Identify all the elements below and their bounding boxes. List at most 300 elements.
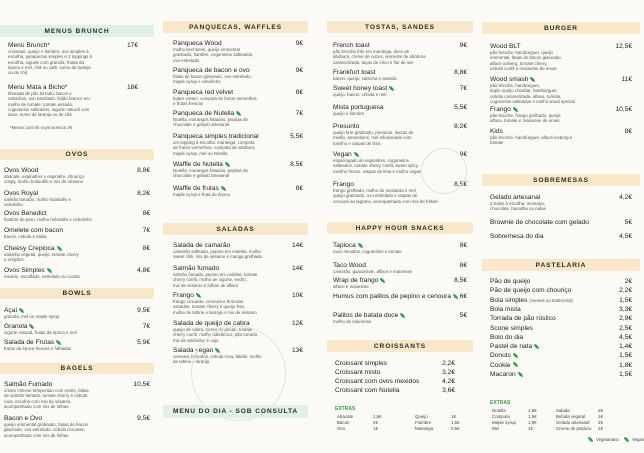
burger-item-row xyxy=(490,43,632,50)
bowls-item xyxy=(4,339,150,351)
ovos-item-description: salsicha vegetal, queijo, tomate cherry xyxy=(4,252,79,257)
pastelaria-item-name xyxy=(490,325,533,332)
brunch-item-description: escolha, panquecas simples e 2 toppings à xyxy=(8,54,92,60)
pastelaria-item xyxy=(490,315,632,322)
panquecas-item-description: Nutella, morangos fatiados, pepitas de xyxy=(173,117,248,122)
saladas-item-description: mix de amêndoa e caju xyxy=(173,337,219,343)
ovos-item-name xyxy=(4,227,63,234)
tostas-item-row xyxy=(333,42,467,49)
bagels-item xyxy=(4,415,150,438)
burger-item-name-text: Frango xyxy=(490,106,511,113)
saladas-item-description: frango crocante, cenoura e brócolos xyxy=(173,299,244,304)
burger-item xyxy=(490,106,632,124)
pastelaria-item xyxy=(490,343,632,350)
saladas-item-name xyxy=(173,292,201,299)
bagels-item-row xyxy=(4,415,150,422)
ovos-item-name xyxy=(4,167,38,174)
tostas-item-description: queijo e fiambre xyxy=(333,111,365,116)
bowls-item-name xyxy=(4,339,61,346)
pastelaria-item xyxy=(490,371,632,378)
ovos-item-description: cebolinho xyxy=(4,202,23,208)
happy-item xyxy=(333,293,467,300)
happy-item-price: 6€ xyxy=(459,293,467,300)
brunch-item-description: ou de chá xyxy=(8,70,28,76)
panquecas-item-name xyxy=(173,89,233,96)
burger-item-description: alface iceberg, tomate cherry, xyxy=(490,60,548,66)
saladas-item-description: camarão salteado, pepino em rodelas, molho xyxy=(173,249,261,254)
pastelaria-item-price: 1,5€ xyxy=(619,371,632,378)
tostas-item xyxy=(333,85,467,97)
panquecas-item-row xyxy=(173,110,303,117)
bowls-item xyxy=(4,307,150,319)
tostas-item-name xyxy=(333,69,376,76)
tostas-item-description: pão brioche frito em manteiga, doce de xyxy=(333,49,410,54)
happy-item-price: 8€ xyxy=(459,242,467,249)
saladas-item-description: de tahine e laranja xyxy=(173,359,210,365)
panquecas-item-name xyxy=(173,133,259,140)
panquecas-item-description: Nutella, morangos fatiados, pepitas de xyxy=(173,168,248,173)
bowls-item-row xyxy=(4,307,150,314)
vegetarian-leaf-icon xyxy=(530,77,535,82)
panquecas-item-name-text: Panqueca de bacon e ovo xyxy=(173,67,250,74)
happy-item-price: 8,5€ xyxy=(454,277,467,284)
ovos-item-name xyxy=(4,210,47,217)
sobremesas-item-price: 4,5€ xyxy=(619,233,632,240)
bagels-item-price: 10,5€ xyxy=(133,381,150,388)
happy-item-description: molho de maionese xyxy=(333,319,372,324)
pastelaria-item-name-text: Torrada de pão rústico xyxy=(490,315,556,323)
bowls-item-name xyxy=(4,323,34,330)
saladas-item-description: cherry confit, molho balsâmico, pão torrado xyxy=(173,332,258,338)
brunch-item-description: salsichas, ovo estrelado, feijão branco em xyxy=(8,96,90,102)
panquecas-item-description: um topping à escolha: manteiga, compota xyxy=(173,140,255,145)
pastelaria-item-price: 3,3€ xyxy=(619,305,632,313)
burger-item xyxy=(490,128,632,146)
panquecas-item xyxy=(173,185,303,197)
bagels-item-name-text: Salmão Fumado xyxy=(4,381,53,388)
sobremesas-item xyxy=(490,194,632,212)
burger-item-name xyxy=(490,43,521,50)
happy-item-row xyxy=(333,262,467,269)
panquecas-item-description: de frutos vermelhos, compota de abóbora, xyxy=(173,145,256,151)
ovos-item-name-text: Ovos Simples xyxy=(4,267,45,274)
section-header-pastelaria: PASTELARIA xyxy=(482,259,640,271)
panquecas-item-description: chocolate e gelado artesanal xyxy=(173,122,230,128)
ovos-item-price: 4,8€ xyxy=(137,267,150,274)
ovos-item-price: 8€ xyxy=(142,210,150,217)
pastelaria-item-name-text: Bola mista xyxy=(490,305,521,313)
brunch-item-price: 18€ xyxy=(126,84,138,91)
happy-item-name-text: Wrap de frango xyxy=(333,277,379,284)
sobremesas-item-description: 2 bolas à escolha: morango, xyxy=(490,201,546,206)
panquecas-item-row xyxy=(173,133,303,140)
panquecas-item-row xyxy=(173,89,303,96)
pastelaria-item-price: 4,5€ xyxy=(619,333,632,341)
bagels-item-name xyxy=(4,381,52,388)
section-header-bagels: BAGELS xyxy=(0,363,154,374)
burger-item-row xyxy=(490,76,632,83)
ovos-item xyxy=(4,245,150,263)
pastelaria-item-price: 2€ xyxy=(624,278,632,285)
happy-item-name xyxy=(333,277,385,284)
ovos-item xyxy=(4,267,150,279)
brunch-item-description: cogumelos salteados, iogurte natural com xyxy=(8,106,90,112)
pastelaria-item xyxy=(490,352,632,359)
bowls-item-name xyxy=(4,307,24,314)
section-header-saladas: SALADAS xyxy=(163,223,308,235)
tostas-item-name-text: Frango xyxy=(333,181,354,188)
saladas-item-name xyxy=(173,242,230,249)
pastelaria-extra-name: Mel xyxy=(492,426,500,431)
panquecas-item-description: chocolate e gelado artesanal xyxy=(173,173,230,179)
pastelaria-item-name xyxy=(490,315,556,322)
tostas-item-description: frango grelhado, molho de mostarda e mel, xyxy=(333,188,417,193)
panquecas-item-price: 8€ xyxy=(295,185,303,192)
tostas-item-name-text: Mista portuguesa xyxy=(333,104,384,111)
pastelaria-extra-name: Compota xyxy=(492,414,510,419)
pastelaria-extra-price: 1,9€ xyxy=(528,420,537,425)
legend-vegetarian: Vegetariano xyxy=(596,437,619,442)
vegetarian-leaf-icon xyxy=(354,152,359,157)
pastelaria-item-name-text: Donuts xyxy=(490,352,511,360)
bagels-item-description: roxa, escolha com mix de sésamo, xyxy=(4,398,72,404)
tostas-item-name-text: Sweet honey toast xyxy=(333,85,388,92)
panquecas-item-name xyxy=(173,40,222,47)
tostas-item-description: caramelizada, taças de côco e flor de sal xyxy=(333,59,413,65)
panquecas-item-name xyxy=(173,185,226,192)
panquecas-item-price: 5,5€ xyxy=(290,133,303,140)
panquecas-item-description: e frutas frescas xyxy=(173,101,204,107)
saladas-item-name-text: Frango xyxy=(173,292,194,299)
ovos-item-price: 8€ xyxy=(142,245,150,252)
pastelaria-item xyxy=(490,306,632,313)
saladas-item xyxy=(173,242,303,260)
pastelaria-item-name-text: Cookie xyxy=(490,361,511,369)
vegetarian-leaf-icon xyxy=(56,340,61,345)
bowls-item xyxy=(4,323,150,335)
ovos-item-name-text: Ovos Wood xyxy=(4,167,39,174)
pastelaria-item-name-text: Pastel de nata xyxy=(490,343,533,351)
burger-item-name-text: Wood smash xyxy=(490,76,529,83)
burger-item-price: 12,5€ xyxy=(615,43,632,50)
vegetarian-leaf-icon xyxy=(236,111,241,116)
pastelaria-extra-name: Maple syrup xyxy=(492,420,516,425)
vegetarian-leaf-icon xyxy=(221,186,226,191)
burger-item-name-text: Wood BLT xyxy=(490,43,521,50)
happy-item-name-text: Humus com palitos de pepino e cenoura xyxy=(333,293,452,300)
tostas-item xyxy=(333,104,467,116)
tostas-item-name-text: French toast xyxy=(333,42,370,49)
ovos-item-name-text: Ovos Royal xyxy=(4,190,39,197)
bowls-item-price: 9,5€ xyxy=(137,307,150,314)
ovos-item-price: 8,2€ xyxy=(137,190,150,197)
bagels-item-description: glaceado, ovo estrelado, cebola crocante, xyxy=(4,427,86,433)
panquecas-item-description: gratinado, fiambre, cogumelos salteados, xyxy=(173,52,254,58)
pastelaria-item-name-text: Scone simples xyxy=(490,324,533,332)
croissant-item-price: 2,2€ xyxy=(442,360,455,367)
ovos-item-row xyxy=(4,245,150,252)
vegetarian-leaf-icon xyxy=(196,293,201,298)
croissant-item-price: 3,6€ xyxy=(442,387,455,394)
ovos-item-name xyxy=(4,190,38,197)
vegetarian-leaf-icon xyxy=(57,246,62,251)
tostas-item-description: esparregado de espinafres, cogumelos xyxy=(333,158,409,163)
pastelaria-item xyxy=(490,297,632,304)
croissant-item-name: Croissant simples xyxy=(335,360,388,367)
brunch-item-description: escolha, iogurte com granola, frutas da xyxy=(8,59,84,65)
saladas-item xyxy=(173,265,303,288)
ovos-item-row xyxy=(4,267,150,274)
sobremesas-item-name xyxy=(490,194,540,201)
bowls-item-description: granola, mel ou maple syrup xyxy=(4,314,60,319)
ovos-item-name xyxy=(4,245,62,252)
vegetarian-leaf-icon xyxy=(225,162,230,167)
panquecas-item-name-text: Panqueca red velvet xyxy=(173,89,234,96)
saladas-item-name-text: Salada de camarão xyxy=(173,242,231,249)
croissant-extra-name: Fiambre xyxy=(415,420,432,425)
tostas-item-price: 8,2€ xyxy=(454,123,467,130)
panquecas-item-description: ovo estrelado xyxy=(173,57,200,63)
burger-item-price: 8€ xyxy=(624,128,632,135)
pastelaria-item-name xyxy=(490,352,518,359)
burger-item-description: emmental, fatias de bacon glaceado, xyxy=(490,55,562,61)
sobremesas-item-description: chocolate, baunilha ou natas xyxy=(490,206,546,212)
pastelaria-item-name xyxy=(490,371,523,378)
ovos-item-name-text: Omelete com bacon xyxy=(4,227,64,234)
happy-item xyxy=(333,262,467,274)
burger-item-price: 10,5€ xyxy=(615,106,632,113)
pastelaria-item-price: 2,9€ xyxy=(619,315,632,323)
saladas-item-name xyxy=(173,265,219,272)
burger-item-name xyxy=(490,106,518,113)
column-1 xyxy=(0,0,154,453)
panquecas-item-description: maple syrup e cebolinho xyxy=(173,79,221,85)
croissant-extra-price: 1,5€ xyxy=(451,420,460,425)
happy-item-row xyxy=(333,293,467,300)
pastelaria-item-price: 2,2€ xyxy=(619,287,632,295)
column-2 xyxy=(163,0,308,453)
croissant-extra-name: Ovo xyxy=(337,426,346,431)
pastelaria-extra-price: 2€ xyxy=(598,426,603,431)
saladas-item-name-text: Salmão fumado xyxy=(173,265,220,272)
pastelaria-item-name xyxy=(490,287,571,294)
happy-item-name xyxy=(333,262,366,269)
panquecas-item-description: butter cream, compota de frutos vermelhos xyxy=(173,96,257,101)
pastelaria-item-name xyxy=(490,362,518,369)
croissant-extra-price: 1,8€ xyxy=(373,414,382,419)
croissant-item-name: Croissant com Nutella xyxy=(335,387,400,394)
burger-item-name xyxy=(490,128,503,135)
happy-item-name xyxy=(333,293,458,300)
happy-item-description: alface e maionese xyxy=(333,284,369,289)
brunch-item-description: tiborada de pão torrado, bacon e xyxy=(8,91,72,96)
pastelaria-item-name-text: Pão de queijo com chouriço xyxy=(490,287,572,295)
brunch-item xyxy=(8,42,138,75)
pastelaria-item-price: 1,5€ xyxy=(619,352,632,360)
ovos-item xyxy=(4,210,150,222)
bagels-item-row xyxy=(4,381,150,388)
ovos-item-row xyxy=(4,210,150,217)
vegetarian-leaf-icon xyxy=(513,353,518,358)
burger-item-description: pão brioche, frango grelhado, queijo, xyxy=(490,113,562,118)
panquecas-item-price: 8€ xyxy=(295,89,303,96)
tostas-item-name-text: Vegan xyxy=(333,151,352,158)
ovos-item-price: 8,8€ xyxy=(137,167,150,174)
bagels-item xyxy=(4,381,150,409)
burger-item-description: pão brioche, hambúrguer, xyxy=(490,83,541,88)
vegetarian-leaf-icon xyxy=(380,278,385,283)
panquecas-item-name-text: Panqueca de Nutella xyxy=(173,110,235,117)
bowls-item-name-text: Salada de Frutas xyxy=(4,339,55,346)
pastelaria-item-name xyxy=(490,334,523,341)
happy-item-name-text: Palitos de batata doce xyxy=(333,312,399,319)
brunch-item-name-text: Menu Brunch* xyxy=(8,42,50,49)
croissant-item-price: 4,2€ xyxy=(442,378,455,385)
pastelaria-extra-name: Salada xyxy=(556,408,570,413)
croissant-extra-name: Manteiga xyxy=(415,426,434,431)
croissant-extra-name: Abacate xyxy=(337,414,354,419)
bowls-item-name-text: Granola xyxy=(4,323,28,330)
ovos-item-description: mexido, escalfado, estrelado ou cozido xyxy=(4,274,80,279)
tostas-item-price: 8,5€ xyxy=(454,181,467,188)
happy-item-name-text: Tapioca xyxy=(333,242,356,249)
pastelaria-item xyxy=(490,278,632,285)
panquecas-item-row xyxy=(173,40,303,47)
croissant-item xyxy=(335,378,455,385)
happy-item-name xyxy=(333,312,405,319)
saladas-item-description: sweet chili, mix de sésamo e manga grelhada xyxy=(173,254,262,260)
panquecas-item xyxy=(173,161,303,179)
section-header-brunch: MENUS BRUNCH xyxy=(0,25,154,37)
pastelaria-item-price: 2,5€ xyxy=(619,324,632,332)
croissant-item xyxy=(335,369,455,376)
bagels-item-price: 9,5€ xyxy=(137,415,150,422)
burger-item-description: cogumelos salteados e molho wood special xyxy=(490,98,575,104)
saladas-item-price: 12€ xyxy=(291,320,303,327)
pastelaria-item-price: 1,5€ xyxy=(619,296,632,304)
croissant-extra-price: 0,5€ xyxy=(451,426,460,431)
burger-item-row xyxy=(490,106,632,113)
ovos-item-description: crispy, molho holandês e mix de sésamo xyxy=(4,179,83,185)
menu-do-dia-banner: MENU DO DIA - SOB CONSULTA xyxy=(163,405,308,418)
vegetarian-leaf-icon xyxy=(513,362,518,367)
bowls-item-row xyxy=(4,339,150,346)
panquecas-item-name xyxy=(173,110,241,117)
pastelaria-item xyxy=(490,362,632,369)
burger-item-name-text: Kids xyxy=(490,128,503,135)
burger-item-description: tomate xyxy=(490,140,504,146)
tostas-item-description: abóbora, creme de nozes, semente de abóbora xyxy=(333,54,426,60)
tostas-item-description: salteados, tomate cherry confit, sweet spicy, xyxy=(333,163,419,169)
tostas-item-price: 9€ xyxy=(459,151,467,158)
burger-item-price: 11€ xyxy=(621,76,632,83)
vegetarian-leaf-icon xyxy=(534,344,539,349)
brunch-item-description: doce, sumo de laranja ou de chá xyxy=(8,112,72,118)
croissant-extra-price: 1€ xyxy=(373,426,378,431)
bagels-item-description: acompanhado com mix de folhas xyxy=(4,403,69,409)
saladas-item-description: assados, tomate cherry e queijo feta, xyxy=(173,304,245,310)
bagels-item-name xyxy=(4,415,42,422)
ovos-item xyxy=(4,190,150,208)
section-header-panquecas: PANQUECAS, WAFFLES xyxy=(163,21,308,33)
croissant-item-price: 3,2€ xyxy=(442,369,455,376)
saladas-item-description: molho de tahine e laranja e mix de sésamo xyxy=(173,309,257,315)
panquecas-item-name xyxy=(173,161,230,168)
ovos-item-description: abacate, espinafres e espinafre, chouriço xyxy=(4,174,85,179)
vegetarian-leaf-icon xyxy=(389,86,394,91)
ovos-item-name-text: Cheesy Crepioca xyxy=(4,245,55,252)
panquecas-item xyxy=(173,133,303,156)
pastelaria-item-name-text: Bola simples xyxy=(490,296,528,304)
ovos-item-name xyxy=(4,267,52,274)
brunch-item xyxy=(8,84,138,117)
section-header-happy-hour: HAPPY HOUR SNACKS xyxy=(327,222,473,234)
burger-item-description: duplo queijo cheddar, hambúrguer, xyxy=(490,88,558,94)
happy-item-row xyxy=(333,312,467,319)
happy-item xyxy=(333,277,467,289)
panquecas-item-name-text: Panqueca simples tradicional xyxy=(173,133,259,140)
brunch-item-row xyxy=(8,84,138,91)
bowls-item-price: 7€ xyxy=(142,323,150,330)
panquecas-item xyxy=(173,89,303,107)
tostas-item-name-text: Frankfurt toast xyxy=(333,69,376,76)
vegetarian-leaf-icon xyxy=(47,268,52,273)
sobremesas-item-name-text: Brownie de chocolate com gelado xyxy=(490,219,589,226)
burger-item xyxy=(490,76,632,104)
tostas-item-description: tomilho fresco, raspas de lima e molho vegan xyxy=(333,168,422,174)
panquecas-item-row xyxy=(173,185,303,192)
pastelaria-extra-price: 1€ xyxy=(598,414,603,419)
sobremesas-item-row xyxy=(490,194,632,201)
brunch-item-name xyxy=(8,42,50,49)
pastelaria-extra-price: 2€ xyxy=(598,420,603,425)
panquecas-item-description: fatias de bacon glaceado, ovo estrelado, xyxy=(173,74,252,79)
tostas-item-name xyxy=(333,42,370,49)
ovos-item-description: e orégãos xyxy=(4,257,24,263)
brunch-item-description: molho de tomate, tomate assado, xyxy=(8,101,74,107)
pastelaria-item xyxy=(490,334,632,341)
panquecas-item-row xyxy=(173,161,303,168)
happy-item-price: 5€ xyxy=(459,312,467,319)
panquecas-item-price: 8,5€ xyxy=(290,161,303,168)
panquecas-item-price: 7€ xyxy=(295,110,303,117)
happy-item-row xyxy=(333,277,467,284)
pastelaria-extra-name: Gelado artesanal xyxy=(556,420,590,425)
pastelaria-extra-price: 2€ xyxy=(598,408,603,413)
croissant-item-name: Croissant misto xyxy=(335,369,381,376)
sobremesas-item-price: 4,2€ xyxy=(619,194,632,201)
tostas-item-name xyxy=(333,104,384,111)
pastelaria-extra-name: Bebida vegetal xyxy=(556,414,586,419)
saladas-item-row xyxy=(173,292,303,299)
burger-item-row xyxy=(490,128,632,135)
bowls-item-price: 5,9€ xyxy=(137,339,150,346)
column-3 xyxy=(327,0,473,453)
tostas-item xyxy=(333,123,467,146)
vegetarian-leaf-icon xyxy=(19,308,24,313)
saladas-item-price: 14€ xyxy=(291,265,303,272)
pastelaria-item-note: (cereais ou tradicional) xyxy=(529,297,573,303)
happy-item-name-text: Taco Wood xyxy=(333,262,366,269)
croissant-extra-price: 1€ xyxy=(451,414,456,419)
legend-vegan: Vegan xyxy=(631,437,644,442)
brunch-item-price: 17€ xyxy=(126,42,138,49)
pastelaria-extra-price: 1,5€ xyxy=(528,414,537,419)
pastelaria-extra-price: 1€ xyxy=(528,426,533,431)
saladas-item xyxy=(173,292,303,315)
tostas-item-row xyxy=(333,104,467,111)
sobremesas-item-name-text: Sobremesa do dia xyxy=(490,233,544,240)
